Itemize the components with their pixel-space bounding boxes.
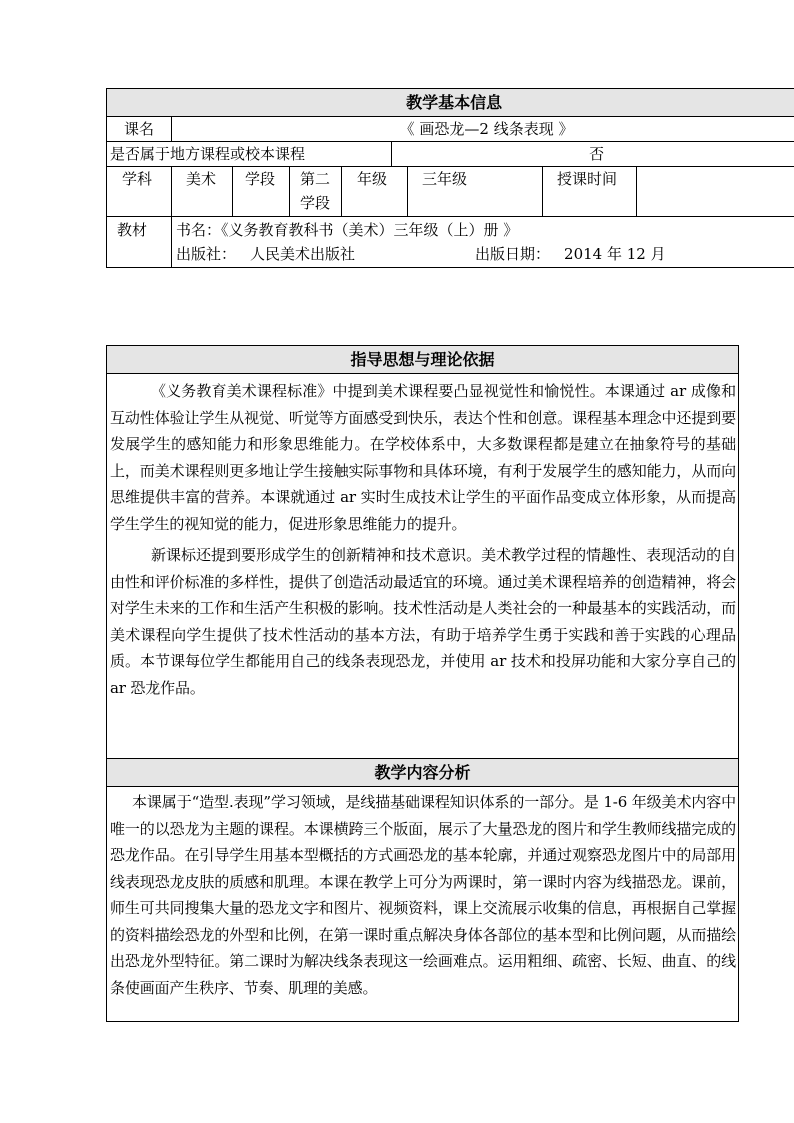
local-course-value: 否 xyxy=(392,142,794,167)
analysis-table xyxy=(106,345,739,1022)
lesson-time-value xyxy=(637,167,794,217)
basic-info-table xyxy=(106,88,794,268)
guidance-header: 指导思想与理论依据 xyxy=(107,346,739,374)
publisher-line xyxy=(176,242,794,266)
stage-value: 第二学段 xyxy=(290,167,342,217)
guidance-body xyxy=(107,374,739,759)
basic-info-header: 教学基本信息 xyxy=(107,89,794,117)
grade-label: 年级 xyxy=(342,167,408,217)
content-analysis-paragraph: 本课属于“造型.表现”学习领域，是线描基础课程知识体系的一部分。是 1-6 年级美术内容中唯一的以恐龙为主题的课程。本课横跨三个版面，展示了大量恐龙的图片和学生教师线描完成的恐龙作品。在引导学生用基本型概括的方式画恐龙的基本轮廓，并通过观察恐龙图片中的局部用线表现恐龙皮肤的质感和肌理。本课在教学上可分为两课时，第一课时内容为线描恐龙。课前，师生可共同搜集大量的恐龙文字和图片、视频资料，课上交流展示收集的信息，再根据自己掌握的资料描绘恐龙的外型和比例，在第一课时重点解决身体各部位的基本型和比例问题，从而描绘出恐龙外型特征。第二课时为解决线条表现这一绘画难点。运用粗细、疏密、长短、曲直、的线条使画面产生秩序、节奏、肌理的美感。 xyxy=(110,793,736,997)
book-name-line: 书名：《义务教育教科书（美术）三年级（上）册 》 xyxy=(176,221,519,239)
textbook-details xyxy=(172,217,794,268)
subject-value: 美术 xyxy=(172,167,233,217)
course-value: 《 画恐龙—2 线条表现 》 xyxy=(172,117,794,142)
content-analysis-header: 教学内容分析 xyxy=(107,759,739,787)
guidance-paragraph-2: 新课标还提到要形成学生的创新精神和技术意识。美术教学过程的情趣性、表现活动的自由性和评价标准的多样性，提供了创造活动最适宜的环境。通过美术课程培养的创造精神，将会对学生未来的工作和生活产生积极的影响。技术性活动是人类社会的一种最基本的实践活动，而美术课程向学生提供了技术性活动的基本方法，有助于培养学生勇于实践和善于实践的心理品质。本节课每位学生都能用自己的线条表现恐龙，并使用 ar 技术和投屏功能和大家分享自己的 ar 恐龙作品。 xyxy=(110,546,736,697)
content-analysis-body xyxy=(107,787,739,1022)
lesson-time-label: 授课时间 xyxy=(543,167,637,217)
local-course-label: 是否属于地方课程或校本课程 xyxy=(107,142,392,167)
publisher-label: 出版社： xyxy=(176,245,237,263)
publisher-value: 人民美术出版社 xyxy=(250,245,356,263)
publish-date-label: 出版日期： xyxy=(475,245,551,263)
subject-label: 学科 xyxy=(107,167,172,217)
guidance-paragraph-1: 《义务教育美术课程标准》中提到美术课程要凸显视觉性和愉悦性。本课通过 ar 成像和互动性体验让学生从视觉、听觉等方面感受到快乐，表达个性和创意。课程基本理念中还提到要发展学生的感知能力和形象思维能力。在学校体系中，大多数课程都是建立在抽象符号的基础上，而美术课程则更多地让学生接触实际事物和具体环境，有利于发展学生的感知能力，从而向思维提供丰富的营养。本课就通过 ar 实时生成技术让学生的平面作品变成立体形象，从而提高学生学生的视知觉的能力，促进形象思维能力的提升。 xyxy=(110,382,736,533)
publish-date-value: 2014 年 12 月 xyxy=(564,245,666,263)
stage-label: 学段 xyxy=(233,167,290,217)
textbook-label: 教材 xyxy=(107,217,172,268)
course-label: 课名 xyxy=(107,117,172,142)
grade-value: 三年级 xyxy=(408,167,543,217)
